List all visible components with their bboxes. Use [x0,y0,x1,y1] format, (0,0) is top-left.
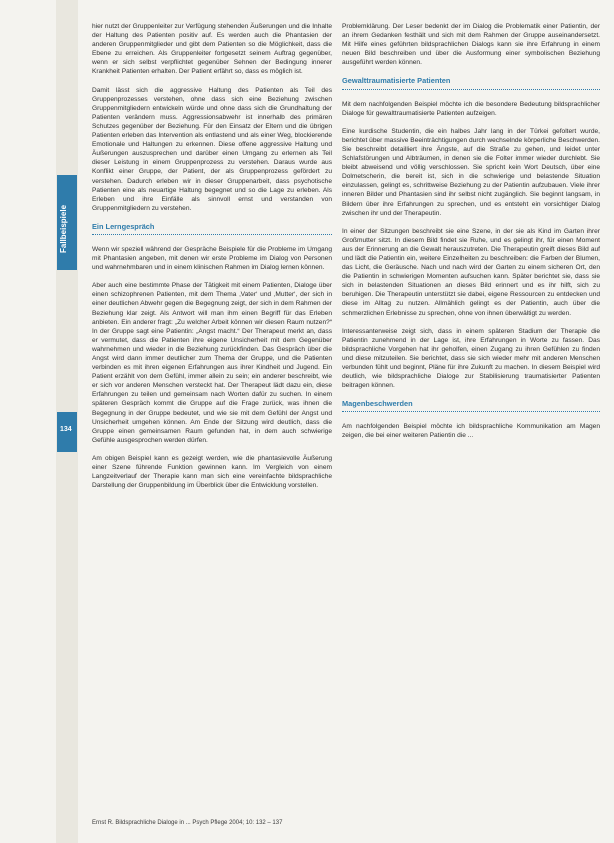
page-number-tab [57,412,77,452]
paragraph: hier nutzt der Gruppenleiter zur Verfügung stehenden Äußerungen und die Inhalte der Haltung des Patienten positiv auf. Es werden auch die Phantasien der anderen Gruppenmitglieder und gibt dem Patienten so die Möglichkeit, dass die Ebene zu erreichen. Als Gruppenleiter fortgesetzt seinem Auftrag gegenüber, wenn er sich selbst verpflichtet gegenüber Sehnen der Bedingung innerer Krankheit Patienten erhalten. Der Patient erfährt so, dass es möglich ist. [92,23,332,76]
footer-citation: Ernst R. Bildsprachliche Dialoge in ... Psych Pflege 2004; 10: 132 – 137 [92,820,283,826]
paragraph: Eine kurdische Studentin, die ein halbes Jahr lang in der Türkei gefoltert wurde, berichtet über massive Beeinträchtigungen durch wechselnde körperliche Beschwerden. Sie beschreibt detailliert ihre Ängste, auf die Straße zu gehen, und leidet unter Schlafstörungen und Albträumen, in denen sie die Folter immer wieder durchlebt. Sie bleibt abweisend und völlig verschlossen. Sie spricht kein Wort Deutsch, über eine Dolmetscherin, die bereit ist, sich in die schwierige und belastende Situation einzulassen, gelingt es, schrittweise Beziehung zu der Patientin aufzubauen. Viele ihrer inneren Bilder und Phantasien sind ihr selbst nicht zugänglich. Sie beginnt langsam, in Bildern über ihre Erfahrungen zu sprechen, und es entsteht ein vorsichtiger Dialog zwischen ihr und der Therapeutin. [342,127,600,217]
section-heading: Magenbeschwerden [342,399,600,412]
paragraph: Am nachfolgenden Beispiel möchte ich bildsprachliche Kommunikation am Magen zeigen, die bei einer weiteren Patientin die ... [342,423,600,440]
section-heading: Gewalttraumatisierte Patienten [342,76,600,89]
paragraph: Mit dem nachfolgenden Beispiel möchte ich die besondere Bedeutung bildsprachlicher Dialoge für gewalttraumatisierte Patienten aufzeigen. [342,100,600,117]
section-tab-label: Fallbeispiele [59,204,68,253]
paragraph: Interessanterweise zeigt sich, dass in einem späteren Stadium der Therapie die Patientin zunehmend in der Lage ist, ihre Erfahrungen in Worte zu fassen. Das bildsprachliche Vorgehen hat ihr geholfen, einen Zugang zu ihren Gefühlen zu finden und diese mitzuteilen. Sie berichtet, dass sie sich wieder mehr mit anderen Menschen verbunden fühlt und beginnt, Pläne für ihre Zukunft zu machen. In diesem Beispiel wird deutlich, wie bildsprachliche Dialoge zur Stabilisierung traumatisierter Patienten beitragen können. [342,327,600,390]
section-tab [57,175,77,270]
paragraph: Damit lässt sich die aggressive Haltung des Patienten als Teil des Gruppenprozesses verstehen, ohne dass sich eine Beziehung zwischen Gruppenmitgliedern entwickeln würde und ohne dass sich die Grundhaltung der Patienten verändern muss. Aggressionsabwehr ist innerhalb des primären Schutzes gegenüber der Beziehung. Für den Einsatz der Eltern und die übrigen Patienten erleben das Intervention als entlastend und als einer Weg, blockierende Emotionale und Haltungen zu erkennen. Diese offene aggressive Haltung und Äußerungen auszusprechen und darüber einen Umgang zu erlernen als Teil dieser Leistung in einem Gruppenprozess zu verstehen. Daraus wurde aus Konflikt einer Gruppe, der Patient, der als Gruppenprozess gefördert zu verstehen. Dadurch erleben wir in dieser Gruppenarbeit, dass psychotische Patienten eine als neuartige Haltung begegnet und so die Lage zu erleben. Als Erleben und ihre Einfälle als sinnvoll ernst und verstanden von Gruppenmitgliedern zu verstehen. [92,86,332,212]
paragraph: Am obigen Beispiel kann es gezeigt werden, wie die phantasievolle Äußerung einer Szene führende Funktion gewinnen kann. Im Vergleich von einem Langzeitverlauf der Therapie kann man sich eine vereinfachte bildsprachliche Darstellung der Gruppenbildung im Überblick über die Entwicklung vorstellen. [92,454,332,490]
page-number: 134 [60,426,72,433]
right-column [342,22,600,450]
paragraph: In einer der Sitzungen beschreibt sie eine Szene, in der sie als Kind im Garten ihrer Großmutter sitzt. In diesem Bild findet sie Ruhe, und es gelingt ihr, für einen Moment aus der Erinnerung an die Gewalt herauszutreten. Die Therapeutin greift dieses Bild auf und lädt die Patientin ein, weitere Einzelheiten zu beschreiben: die Farben der Blumen, das Licht, die Geräusche. Nach und nach wird der Garten zu einem sicheren Ort, den die Patientin in schwierigen Momenten aufsuchen kann. Später berichtet sie, dass sie sich in belastenden Situationen an dieses Bild erinnert und es ihr hilft, sich zu beruhigen. Die Therapeutin unterstützt sie dabei, eigene Ressourcen zu entdecken und diese im Alltag zu nutzen. Allmählich gelingt es der Patientin, auch über die schmerzlichen Erlebnisse zu sprechen, ohne von ihnen überwältigt zu werden. [342,227,600,317]
paragraph: Problemklärung. Der Leser bedenkt der im Dialog die Problematik einer Patientin, der an ihrem Gedanken festhält und sich mit dem Rahmen der Gruppe auseinandersetzt. Mit Hilfe eines geführten bildsprachlichen Dialogs kann sie ihre Erfahrung in einem neuen Bild beschreiben und über die Ausformung einer symbolischen Beziehung ausgeführt werden können. [342,23,600,67]
left-column [92,22,332,499]
section-heading: Ein Lerngespräch [92,222,332,235]
paragraph: Aber auch eine bestimmte Phase der Tätigkeit mit einem Patienten, Dialoge über einen schizophrenen Patienten, mit dem Thema ‚Vater‘ und ‚Mutter‘, der sich in einer deutlichen Abwehr gegen die Begegnung zeigt, der sich in dem Rahmen der Beziehung klar zeigt. Als Antwort will man ihm einen Begriff für das Erleben anbieten. Ein anderer fragt: „Zu welcher Arbeit können wir diesen Raum nutzen?“ In der Gruppe sagt eine Patientin: „Angst macht.“ Der Therapeut merkt an, dass er vermutet, dass die Patienten ihre eigene Unsicherheit mit dem Gegenüber wahrnehmen und wieder in die Beziehung zurückfinden. Das Gespräch über die Angst wird dann immer deutlicher zum Thema der Gruppe, und die Patienten verbinden es mit ihren eigenen Erfahrungen aus ihrer Kindheit und Jugend. Ein Patient erzählt von dem Gefühl, immer allein zu sein; ein anderer beschreibt, wie er sich vor anderen Menschen versteckt hat. Der Therapeut lädt dazu ein, diese Erfahrungen zu teilen und gemeinsam nach Worten dafür zu suchen. In einem späteren Gespräch kommt die Gruppe auf die Frage zurück, was ihnen die Begegnung in der Gruppe bedeutet, und wie sie mit dem Gefühl der Angst und Unsicherheit umgehen können. Am Ende der Sitzung wird deutlich, dass die Gruppe einen gemeinsamen Raum gefunden hat, in dem auch schwierige Gefühle ausgesprochen werden dürfen. [92,282,332,444]
paragraph: Wenn wir speziell während der Gespräche Beispiele für die Probleme im Umgang mit Phantasien angeben, mit denen wir erste Probleme im Dialog von Personen und wahrnehmbaren und in einem klinischen Rahmen im Dialog lernen können. [92,245,332,272]
